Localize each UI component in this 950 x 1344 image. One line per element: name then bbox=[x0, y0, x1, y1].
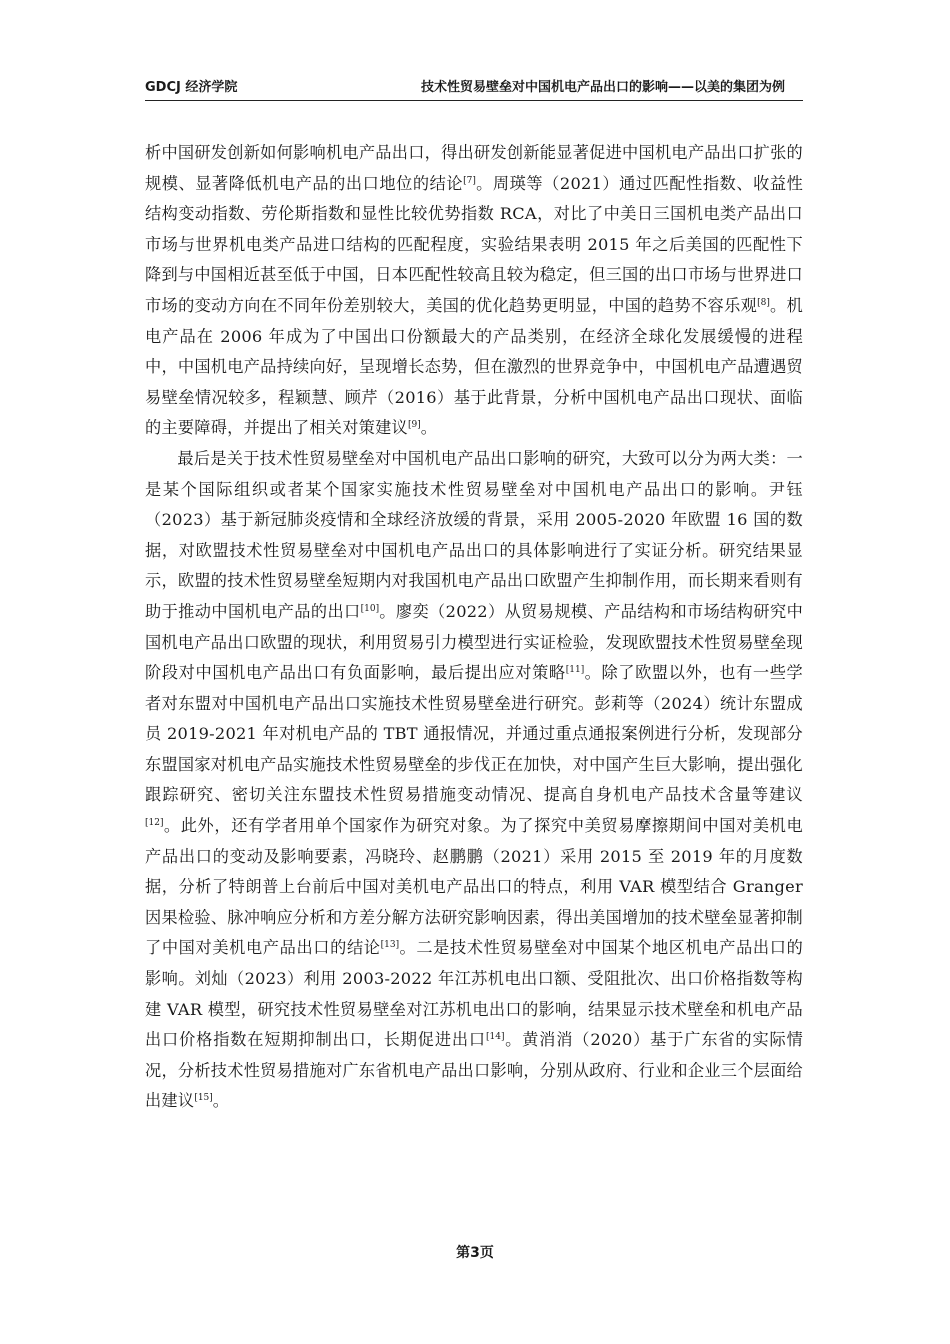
text-segment: 。二是技术性贸易壁垒对中国某个地区机电产品出口的影响。刘灿（2023）利用 2003-2022 年江苏机电出口额、受阻批次、出口价格指数等构建 VAR 模型，研究技术性贸易壁垒对江苏机电出口的影响，结果显示技术壁垒和机电产品出口价格指数在短期抑制出口，长期促进出口 bbox=[145, 938, 804, 1050]
text-segment: 。 bbox=[420, 418, 438, 438]
page-header bbox=[145, 78, 803, 101]
body-text bbox=[145, 138, 803, 1117]
text-segment: 。周瑛等（2021）通过匹配性指数、收益性结构变动指数、劳伦斯指数和显性比较优势指数 RCA，对比了中美日三国机电类产品出口市场与世界机电类产品进口结构的匹配程度，实验结果表明 2015 年之后美国的匹配性下降到与中国相近甚至低于中国，日本匹配性较高且较为稳定，但三国的出口市场与世界进口市场的变动方向在不同年份差别较大，美国的优化趋势更明显，中国的趋势不容乐观 bbox=[145, 173, 804, 315]
header-paper-title: 技术性贸易壁垒对中国机电产品出口的影响——以美的集团为例 bbox=[420, 80, 785, 95]
text-segment: 。 bbox=[212, 1091, 230, 1111]
paragraph-1 bbox=[145, 138, 803, 444]
citation: [11] bbox=[565, 665, 585, 676]
text-segment: 。此外，还有学者用单个国家作为研究对象。为了探究中美贸易摩擦期间中国对美机电产品出口的变动及影响要素，冯晓玲、赵鹏鹏（2021）采用 2015 至 2019 年的月度数据，分析了特朗普上台前后中国对美机电产品出口的特点，利用 VAR 模型结合 Granger 因果检验、脉冲响应分析和方差分解方法研究影响因素，得出美国增加的技术壁垒显著抑制了中国对美机电产品出口的结论 bbox=[145, 816, 803, 958]
citation: [7] bbox=[463, 175, 476, 186]
citation: [15] bbox=[194, 1093, 213, 1104]
text-segment: 析中国研发创新如何影响机电产品出口，得出研发创新能显著促进中国机电产品出口扩张的规模、显著降低机电产品的出口地位的结论 bbox=[145, 143, 803, 193]
citation: [14] bbox=[485, 1032, 505, 1043]
citation: [10] bbox=[360, 603, 380, 614]
text-segment: 。廖奕（2022）从贸易规模、产品结构和市场结构研究中国机电产品出口欧盟的现状，利用贸易引力模型进行实证检验，发现欧盟技术性贸易壁垒现阶段对中国机电产品出口有负面影响，最后提出应对策略 bbox=[145, 601, 804, 683]
citation: [13] bbox=[380, 940, 400, 951]
text-segment: 。黄消消（2020）基于广东省的实际情况，分析技术性贸易措施对广东省机电产品出口影响，分别从政府、行业和企业三个层面给出建议 bbox=[145, 1030, 804, 1111]
text-segment: 。机电产品在 2006 年成为了中国出口份额最大的产品类别，在经济全球化发展缓慢的进程中，中国机电产品持续向好，呈现增长态势，但在激烈的世界竞争中，中国机电产品遭遇贸易壁垒情况较多，程颖慧、顾芹（2016）基于此背景，分析中国机电产品出口现状、面临的主要障碍，并提出了相关对策建议 bbox=[145, 295, 804, 438]
citation: [12] bbox=[145, 818, 164, 829]
citation: [8] bbox=[757, 297, 770, 308]
citation: [9] bbox=[408, 420, 421, 431]
paragraph-2 bbox=[145, 444, 803, 1117]
text-segment: 。除了欧盟以外，也有一些学者对东盟对中国机电产品出口实施技术性贸易壁垒进行研究。彭莉等（2024）统计东盟成员 2019-2021 年对机电产品的 TBT 通报情况，并通过重点通报案例进行分析，发现部分东盟国家对机电产品实施技术性贸易壁垒的步伐正在加快，对中国产生巨大影响，提出强化跟踪研究、密切关注东盟技术性贸易措施变动情况、提高自身机电产品技术含量等建议 bbox=[145, 663, 803, 805]
page-number: 第3页 bbox=[456, 1245, 494, 1261]
text-segment: 最后是关于技术性贸易壁垒对中国机电产品出口影响的研究，大致可以分为两大类：一是某个国际组织或者某个国家实施技术性贸易壁垒对中国机电产品出口的影响。尹钰（2023）基于新冠肺炎疫情和全球经济放缓的背景，采用 2005-2020 年欧盟 16 国的数据，对欧盟技术性贸易壁垒对中国机电产品出口的具体影响进行了实证分析。研究结果显示，欧盟的技术性贸易壁垒短期内对我国机电产品出口欧盟产生抑制作用，而长期来看则有助于推动中国机电产品的出口 bbox=[145, 448, 803, 621]
header-institution: GDCJ 经济学院 bbox=[145, 80, 238, 95]
